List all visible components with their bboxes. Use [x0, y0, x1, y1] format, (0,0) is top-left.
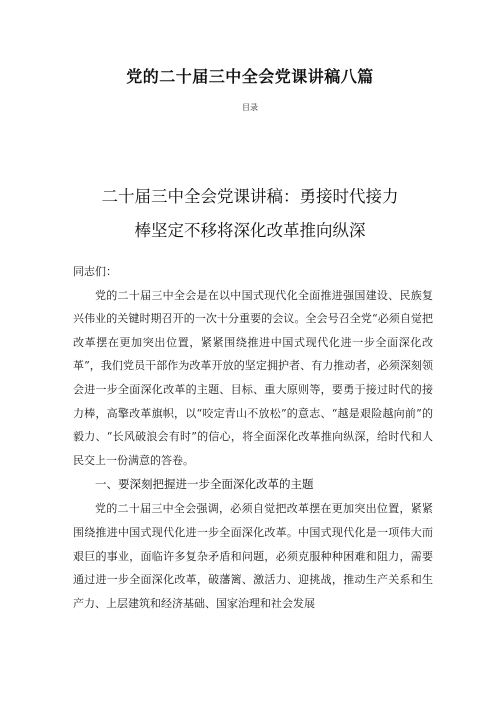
section-heading-1: 一、要深刻把握进一步全面深化改革的主题 — [95, 477, 314, 492]
salutation: 同志们： — [73, 265, 117, 278]
article-heading-line-2: 棒坚定不移将深化改革推向纵深 — [134, 221, 366, 240]
article-heading-line-1: 二十届三中全会党课讲稿：勇接时代接力 — [101, 187, 399, 206]
document-title: 党的二十届三中全会党课讲稿八篇 — [126, 67, 374, 86]
paragraph-1: 党的二十届三中全会是在以中国式现代化全面推进强国建设、民族复兴伟业的关键时期召开的一次十分重要的会议。全会号召全党“必须自觉把改革摆在更加突出位置，紧紧围绕推进中国式现代化进一步全面深化改革”，我们党员干部作为改革开放的坚定拥护者、有力推动者，必须深刻领会进一步全面深化改革的主题、目标、重大原则等，要勇于接过时代的接力棒，高擎改革旗帜，以“咬定青山不放松”的意志、“越是艰险越向前”的毅力、“长风破浪会有时”的信心，将全面深化改革推向纵深，给时代和人民交上一份满意的答卷。 — [73, 288, 433, 467]
table-of-contents-label: 目录 — [242, 103, 258, 112]
article-body — [73, 260, 433, 615]
paragraph-2: 党的二十届三中全会强调，必须自觉把改革摆在更加突出位置，紧紧围绕推进中国式现代化进一步全面深化改革。中国式现代化是一项伟大而艰巨的事业，面临许多复杂矛盾和问题，必须克服种种困难和阻力，需要通过进一步全面深化改革，破藩篱、激活力、迎挑战，推动生产关系和生产力、上层建筑和经济基础、国家治理和社会发展 — [73, 502, 433, 610]
article-heading — [20, 180, 480, 248]
